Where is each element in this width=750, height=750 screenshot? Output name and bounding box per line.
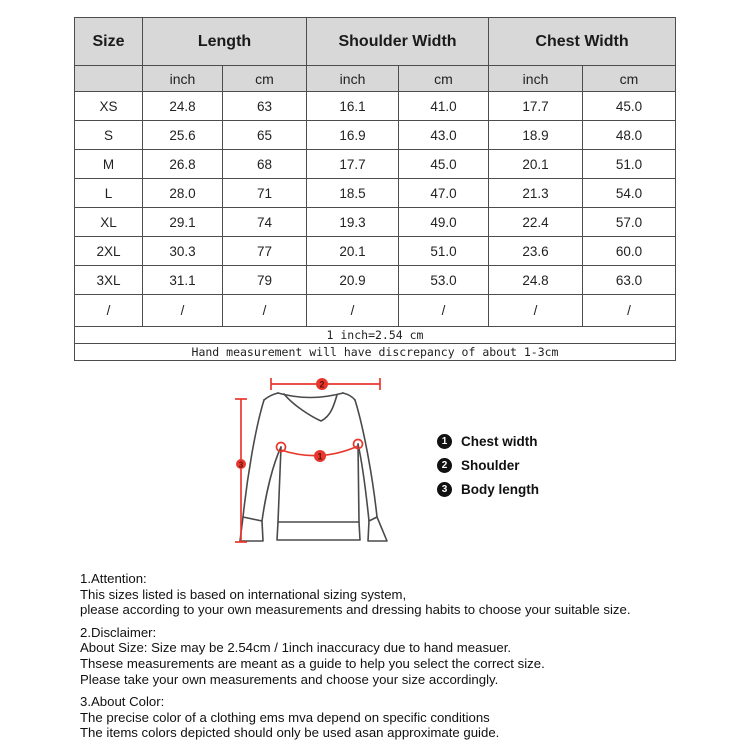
table-cell: 26.8 bbox=[143, 150, 223, 179]
table-cell: 18.9 bbox=[489, 121, 583, 150]
table-cell: 51.0 bbox=[399, 237, 489, 266]
table-cell: 45.0 bbox=[399, 150, 489, 179]
section-title: 1.Attention: bbox=[80, 571, 147, 586]
table-cell: 19.3 bbox=[307, 208, 399, 237]
table-row-s bbox=[75, 121, 676, 150]
table-cell: 24.8 bbox=[489, 266, 583, 295]
size-label: XL bbox=[75, 208, 143, 237]
measurement-discrepancy-note: Hand measurement will have discrepancy of about 1-3cm bbox=[75, 344, 676, 361]
unit-cell: cm bbox=[583, 66, 676, 92]
table-cell: 57.0 bbox=[583, 208, 676, 237]
table-header-row bbox=[75, 18, 676, 66]
table-cell: 30.3 bbox=[143, 237, 223, 266]
table-cell: / bbox=[223, 295, 307, 327]
table-cell: 29.1 bbox=[143, 208, 223, 237]
table-cell: 21.3 bbox=[489, 179, 583, 208]
table-cell: 43.0 bbox=[399, 121, 489, 150]
legend-item-body-length bbox=[437, 482, 539, 497]
table-row-m bbox=[75, 150, 676, 179]
size-chart-table bbox=[74, 17, 676, 361]
disclaimer-section bbox=[80, 625, 725, 687]
legend-item-shoulder bbox=[437, 458, 539, 473]
section-title: 3.About Color: bbox=[80, 694, 165, 710]
size-label: 3XL bbox=[75, 266, 143, 295]
legend-label: Shoulder bbox=[461, 458, 520, 473]
table-cell: 18.5 bbox=[307, 179, 399, 208]
unit-cell: cm bbox=[223, 66, 307, 92]
table-cell: / bbox=[143, 295, 223, 327]
diagram-legend bbox=[437, 434, 539, 506]
numbered-circle-icon: 3 bbox=[437, 482, 452, 497]
units-empty-cell bbox=[75, 66, 143, 92]
table-cell: 79 bbox=[223, 266, 307, 295]
table-cell: 45.0 bbox=[583, 92, 676, 121]
table-cell: 24.8 bbox=[143, 92, 223, 121]
table-row-3xl bbox=[75, 266, 676, 295]
table-cell: 60.0 bbox=[583, 237, 676, 266]
unit-cell: inch bbox=[307, 66, 399, 92]
table-cell: 41.0 bbox=[399, 92, 489, 121]
legend-label: Body length bbox=[461, 482, 539, 497]
table-cell: 74 bbox=[223, 208, 307, 237]
table-cell: 77 bbox=[223, 237, 307, 266]
table-cell: 49.0 bbox=[399, 208, 489, 237]
section-text-line: About Size: Size may be 2.54cm / 1inch inaccuracy due to hand measuer. bbox=[80, 640, 512, 656]
shoulder-marker-number: 2 bbox=[319, 379, 325, 390]
section-text-line: please according to your own measurements and dressing habits to choose your suitable size. bbox=[80, 602, 631, 618]
table-row-xs bbox=[75, 92, 676, 121]
table-cell: 25.6 bbox=[143, 121, 223, 150]
attention-section bbox=[80, 571, 725, 618]
column-header-shoulder-width: Shoulder Width bbox=[307, 18, 489, 66]
section-text-line: The items colors depicted should only be used asan approximate guide. bbox=[80, 725, 500, 741]
table-cell: 63 bbox=[223, 92, 307, 121]
column-header-length: Length bbox=[143, 18, 307, 66]
unit-cell: cm bbox=[399, 66, 489, 92]
chest-marker-number: 1 bbox=[317, 451, 323, 462]
table-cell: 16.1 bbox=[307, 92, 399, 121]
about-color-section bbox=[80, 694, 725, 741]
size-label: / bbox=[75, 295, 143, 327]
legend-label: Chest width bbox=[461, 434, 538, 449]
section-title: 2.Disclaimer: bbox=[80, 624, 157, 640]
table-cell: 16.9 bbox=[307, 121, 399, 150]
size-label: 2XL bbox=[75, 237, 143, 266]
table-cell: 23.6 bbox=[489, 237, 583, 266]
table-cell: 54.0 bbox=[583, 179, 676, 208]
unit-cell: inch bbox=[143, 66, 223, 92]
table-cell: / bbox=[307, 295, 399, 327]
table-cell: 17.7 bbox=[307, 150, 399, 179]
table-cell: 20.1 bbox=[489, 150, 583, 179]
section-text-line: Please take your own measurements and choose your size accordingly. bbox=[80, 671, 499, 687]
sweater-outline-icon bbox=[240, 393, 387, 541]
table-cell: 63.0 bbox=[583, 266, 676, 295]
table-cell: 31.1 bbox=[143, 266, 223, 295]
size-table bbox=[74, 17, 676, 361]
section-text-line: This sizes listed is based on international sizing system, bbox=[80, 586, 407, 602]
unit-cell: inch bbox=[489, 66, 583, 92]
table-row-xl bbox=[75, 208, 676, 237]
table-cell: 65 bbox=[223, 121, 307, 150]
size-label: XS bbox=[75, 92, 143, 121]
table-cell: 20.9 bbox=[307, 266, 399, 295]
table-cell: / bbox=[583, 295, 676, 327]
body-length-line bbox=[235, 399, 247, 542]
size-label: L bbox=[75, 179, 143, 208]
table-cell: / bbox=[399, 295, 489, 327]
table-units-row bbox=[75, 66, 676, 92]
table-cell: 20.1 bbox=[307, 237, 399, 266]
sweater-measurement-diagram bbox=[185, 374, 455, 572]
table-cell: 17.7 bbox=[489, 92, 583, 121]
table-cell: 71 bbox=[223, 179, 307, 208]
section-text-line: The precise color of a clothing ems mva depend on specific conditions bbox=[80, 709, 490, 725]
table-cell: 47.0 bbox=[399, 179, 489, 208]
table-row-2xl bbox=[75, 237, 676, 266]
legend-item-chest-width bbox=[437, 434, 539, 449]
table-row-l bbox=[75, 179, 676, 208]
table-cell: 68 bbox=[223, 150, 307, 179]
table-note-row-conversion bbox=[75, 327, 676, 344]
table-cell: 51.0 bbox=[583, 150, 676, 179]
column-header-chest-width: Chest Width bbox=[489, 18, 676, 66]
section-text-line: Thsese measurements are meant as a guide to help you select the correct size. bbox=[80, 655, 545, 671]
table-cell: 22.4 bbox=[489, 208, 583, 237]
body-length-marker-number: 3 bbox=[238, 460, 244, 470]
size-label: S bbox=[75, 121, 143, 150]
size-label: M bbox=[75, 150, 143, 179]
bottom-notes bbox=[80, 571, 725, 748]
numbered-circle-icon: 2 bbox=[437, 458, 452, 473]
table-cell: / bbox=[489, 295, 583, 327]
table-row-empty bbox=[75, 295, 676, 327]
column-header-size: Size bbox=[75, 18, 143, 66]
table-cell: 28.0 bbox=[143, 179, 223, 208]
table-cell: 53.0 bbox=[399, 266, 489, 295]
table-note-row-discrepancy bbox=[75, 344, 676, 361]
table-cell: 48.0 bbox=[583, 121, 676, 150]
inch-conversion-note: 1 inch=2.54 cm bbox=[75, 327, 676, 344]
numbered-circle-icon: 1 bbox=[437, 434, 452, 449]
